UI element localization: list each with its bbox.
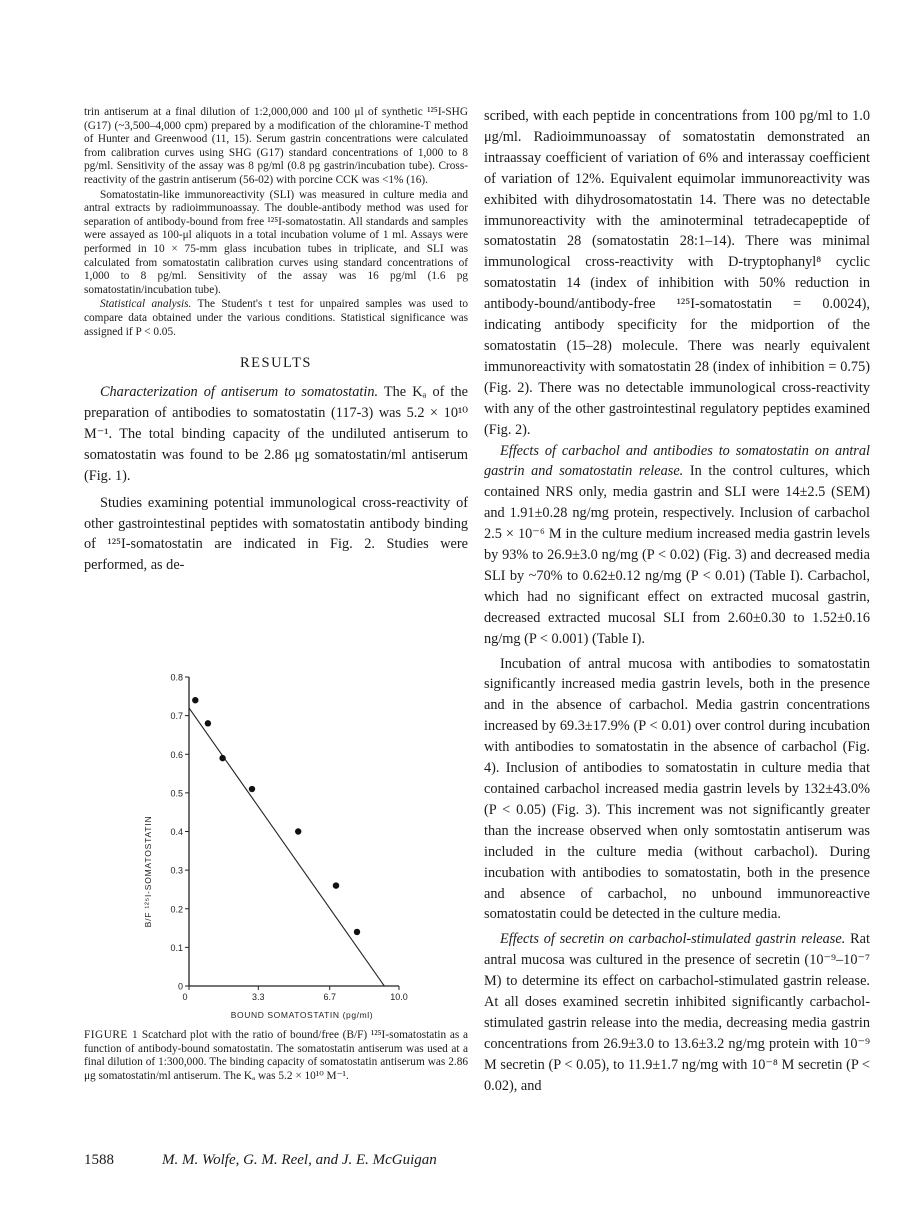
y-tick-label-8: 0.8 <box>170 672 183 683</box>
results-heading: RESULTS <box>239 355 312 372</box>
y-tick-label-4: 0.4 <box>170 827 183 837</box>
paragraph-methods-gastrin: trin antiserum at a final dilution of 1:2,000,000 and 100 μl of synthetic ¹²⁵I-SHG (G17) (~3,500–4,000 cpm) prepared by a modification of the chloramine-T method of Hunter and Greenwood (11, 15). Serum gastrin concentrations were calculated from calibration curves using SHG (G17) standard concentrations of 1,000 to 8 pg/ml. Sensitivity of the assay was 8 pg/ml (0.8 pg gastrin/incubation tube). Cross-reactivity of the gastrin antiserum (56-02) with porcine CCK was <1% (16). <box>84 106 468 186</box>
data-point-0 <box>192 697 198 703</box>
paragraph-crossreactivity: Studies examining potential immunological cross-reactivity of other gastrointestinal peptides with somatostatin antibody binding of ¹²⁵I-somatostatin are indicated in Fig. 2. Studies were performed, as de- <box>84 494 468 574</box>
right-column <box>484 106 870 1097</box>
x-tick-label-0: 0 <box>182 992 188 1002</box>
paragraph-antibody-incubation: Incubation of antral mucosa with antibodies to somatostatin significantly increased media gastrin levels, both in the presence and in the absence of carbachol. Media gastrin concentrations increased by 69.3±17.9% (P < 0.01) over control during incubation with antibodies to somatostatin in the absence of carbachol (Fig. 4). Inclusion of antibodies to somatostatin in culture media that contained carbachol increased media gastrin levels by 132±43.0% (P < 0.05) (Fig. 3). This increment was not significantly greater than the increase observed when only somtostatin antiserum was included in the culture media (without carbachol). During incubation with antibodies to somatostatin, both in the presence and absence of carbachol, no unbound immunoreactive somatostatin could be detected in the culture media. <box>484 655 870 923</box>
x-tick-label-1: 3.3 <box>252 992 265 1002</box>
author-line: M. M. Wolfe, G. M. Reel, and J. E. McGuigan <box>162 1152 437 1168</box>
scatchard-plot <box>84 665 468 1025</box>
paragraph-secretin-effects <box>484 929 870 1096</box>
left-column <box>84 106 468 576</box>
data-point-2 <box>219 755 225 761</box>
data-point-1 <box>205 720 211 726</box>
page-number: 1588 <box>84 1152 114 1168</box>
y-tick-label-1: 0.1 <box>170 942 183 953</box>
y-tick-label-5: 0.5 <box>170 788 183 799</box>
x-tick-label-2: 6.7 <box>323 992 336 1002</box>
y-tick-label-3: 0.3 <box>170 865 183 876</box>
paragraph-peptide-concentrations: scribed, with each peptide in concentrations from 100 pg/ml to 1.0 μg/ml. Radioimmunoassay of somatostatin demonstrated an intraassay coefficient of variation of 6% and interassay coefficient of variation of 12%. Equivalent equimolar immunoreactivity was exhibited with dihydrosomatostatin 14. There was no detectable immunoreactivity with the aminoterminal tetradecapeptide of somatostatin 28 (somatostatin 28:1–14). There was minimal immunological cross-reactivity with D-tryptophanyl⁸ cyclic somatostatin 14 (index of inhibition with 50% reduction in antibody-bound/antibody-free ¹²⁵I-somatostatin = 0.0024), indicating antibody specificity for the midportion of the somatostatin (15–28) molecule. There was nearly equivalent immunoreactivity with somatostatin 28 (index of inhibition = 0.75) (Fig. 2). There was no detectable immunological cross-reactivity with any of the other gastrointestinal regulatory peptides examined (Fig. 2). <box>484 108 870 438</box>
secretin-lead: Effects of secretin on carbachol-stimulated gastrin release. <box>500 931 846 948</box>
x-tick-label-3: 10.0 <box>390 992 408 1002</box>
figure-1 <box>84 665 468 1025</box>
y-tick-label-2: 0.2 <box>170 904 183 915</box>
characterization-lead: Characterization of antiserum to somatostatin. <box>100 384 379 401</box>
secretin-body: Rat antral mucosa was cultured in the presence of secretin (10⁻⁹–10⁻⁷ M) to determine its effect on carbachol-stimulated gastrin release. At all doses examined secretin inhibited significantly carbachol-stimulated gastrin release into the media, decreasing media gastrin concentrations from 26.9±3.0 to 13.6±3.2 ng/mg protein with 10⁻⁹ M secretin (P < 0.05), to 11.9±1.7 ng/mg with 10⁻⁸ M secretin (P < 0.02), and <box>484 931 870 1094</box>
data-point-5 <box>333 882 339 888</box>
data-point-3 <box>249 786 255 792</box>
caption-body: Scatchard plot with the ratio of bound/free (B/F) ¹²⁵I-somatostatin as a function of antibody-bound somatostatin. The somatostatin antiserum was used at a final dilution of 1:300,000. The binding capacity of somatostatin antiserum was 2.86 μg somatostatin/ml antiserum. The Kₐ was 5.2 × 10¹⁰ M⁻¹. <box>84 1029 468 1082</box>
y-axis-label: B/F ¹²⁵I-SOMATOSTATIN <box>143 815 153 928</box>
x-axis-label: BOUND SOMATOSTATIN (pg/ml) <box>230 1010 374 1020</box>
statistics-body: The Student's t test for unpaired samples was used to compare data obtained under the various conditions. Statistical significance was assigned if P < 0.05. <box>84 298 468 338</box>
y-tick-label-0: 0 <box>177 981 183 992</box>
page-footer <box>84 1152 784 1169</box>
y-tick-label-6: 0.6 <box>170 749 183 760</box>
y-tick-label-7: 0.7 <box>170 711 183 722</box>
paragraph-carbachol-effects <box>484 441 870 650</box>
figure-caption <box>84 1029 468 1083</box>
paragraph-characterization <box>84 382 468 487</box>
data-point-4 <box>295 828 301 834</box>
caption-lead: FIGURE 1 <box>84 1029 139 1041</box>
carbachol-lead: Effects of carbachol and antibodies to somatostatin on antral gastrin and somatostatin release. <box>484 442 870 480</box>
regression-line <box>189 708 384 986</box>
characterization-body: The Kₐ of the preparation of antibodies to somatostatin (117-3) was 5.2 × 10¹⁰ M⁻¹. The total binding capacity of the undiluted antiserum to somatostatin was found to be 2.86 μg somatostatin/ml antiserum (Fig. 1). <box>84 384 468 484</box>
data-point-6 <box>354 929 360 935</box>
paragraph-methods-sli: Somatostatin-like immunoreactivity (SLI) was measured in culture media and antral extracts by radioimmunoassay. The double-antibody method was used for separation of antibody-bound from free ¹²⁵I-somatostatin. All standards and samples were assayed as 100-μl aliquots in a total incubation volume of 1 ml. Assays were performed in 10 × 75-mm glass incubation tubes in triplicate, and SLI was calculated from somatostatin calibration curves using standard concentrations of 1,000 to 8 pg/ml. Sensitivity of the assay was 16 pg/ml (1.6 pg somatostatin/incubation tube). <box>84 188 468 296</box>
statistics-lead: Statistical analysis. <box>100 298 192 311</box>
carbachol-body: In the control cultures, which contained NRS only, media gastrin and SLI were 14±2.5 (SEM) and 1.91±0.28 ng/mg protein, respectively. Inclusion of carbachol 2.5 × 10⁻⁶ M in the culture medium increased media gastrin levels by 93% to 26.9±3.0 ng/mg (P < 0.02) (Fig. 3) and decreased media SLI by ~70% to 0.62±0.12 ng/mg (P < 0.01) (Table I). Carbachol, which had no significant effect on extracted mucosal gastrin, decreased extracted mucosal SLI from 2.60±0.30 to 1.52±0.16 ng/mg (P < 0.001) (Table I). <box>484 463 870 647</box>
paragraph-statistics <box>84 298 468 339</box>
